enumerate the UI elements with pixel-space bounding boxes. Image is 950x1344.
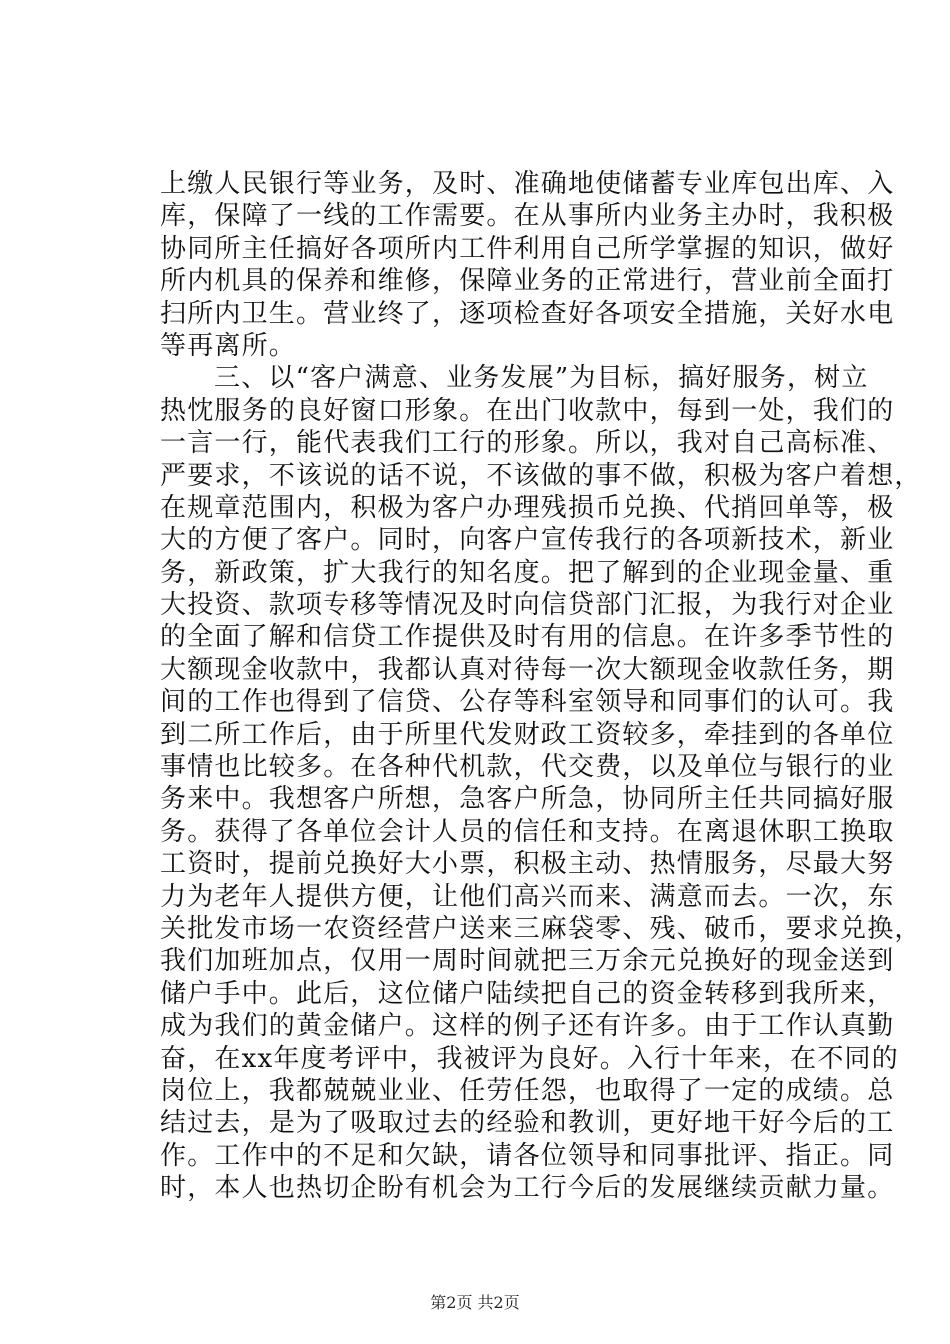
text-line: 的全面了解和信贷工作提供及时有用的信息。在许多季节性的 <box>160 622 895 653</box>
page-footer <box>0 1290 950 1313</box>
text-line: 务，新政策，扩大我行的知名度。把了解到的企业现金量、重 <box>160 557 895 588</box>
document-body <box>160 168 922 1205</box>
paragraph-start-line: 三、以“客户满意、业务发展”为目标，搞好服务，树立 <box>214 363 869 394</box>
text-line: 力为老年人提供方便，让他们高兴而来、满意而去。一次，东 <box>160 881 895 912</box>
text-line: 热忱服务的良好窗口形象。在出门收款中，每到一处，我们的 <box>160 395 895 426</box>
text-line: 一言一行，能代表我们工行的形象。所以，我对自己高标准、 <box>160 428 895 459</box>
text-line: 大额现金收款中，我都认真对待每一次大额现金收款任务，期 <box>160 654 895 685</box>
text-line: 扫所内卫生。营业终了，逐项检查好各项安全措施，关好水电 <box>160 298 895 329</box>
text-line: 奋，在xx年度考评中，我被评为良好。入行十年来，在不同的 <box>160 1043 899 1074</box>
text-line: 储户手中。此后，这位储户陆续把自己的资金转移到我所来， <box>160 978 895 1009</box>
text-line: 务。获得了各单位会计人员的信任和支持。在离退休职工换取 <box>160 816 895 847</box>
text-line: 上缴人民银行等业务，及时、准确地使储蓄专业库包出库、入 <box>160 169 895 199</box>
text-line: 工资时，提前兑换好大小票，积极主动、热情服务，尽最大努 <box>160 849 895 880</box>
text-line: 大的方便了客户。同时，向客户宣传我行的各项新技术，新业 <box>160 525 895 556</box>
text-line: 协同所主任搞好各项所内工件利用自己所学掌握的知识，做好 <box>160 233 895 264</box>
text-line: 严要求，不该说的话不说，不该做的事不做，积极为客户着想， <box>160 460 922 491</box>
text-line: 库，保障了一线的工作需要。在从事所内业务主办时，我积极 <box>160 201 895 232</box>
text-line: 事情也比较多。在各种代机款，代交费，以及单位与银行的业 <box>160 752 895 783</box>
text-line: 结过去，是为了吸取过去的经验和教训，更好地干好今后的工 <box>160 1108 895 1139</box>
text-line: 岗位上，我都兢兢业业、任劳任怨，也取得了一定的成绩。总 <box>160 1075 895 1106</box>
text-line: 大投资、款项专移等情况及时向信贷部门汇报，为我行对企业 <box>160 590 895 621</box>
text-line: 成为我们的黄金储户。这样的例子还有许多。由于工作认真勤 <box>160 1011 895 1042</box>
text-line: 我们加班加点，仅用一周时间就把三万余元兑换好的现金送到 <box>160 946 895 977</box>
text-line: 在规章范围内，积极为客户办理残损币兑换、代捎回单等，极 <box>160 492 895 523</box>
text-line: 作。工作中的不足和欠缺，请各位领导和同事批评、指正。同 <box>160 1140 895 1171</box>
text-line: 务来中。我想客户所想，急客户所急，协同所主任共同搞好服 <box>160 784 895 815</box>
text-line: 间的工作也得到了信贷、公存等科室领导和同事们的认可。我 <box>160 687 895 718</box>
page-number-label: 第2页 共2页 <box>430 1293 520 1312</box>
text-line: 关批发市场一农资经营户送来三麻袋零、残、破币，要求兑换， <box>160 913 922 944</box>
text-line: 时，本人也热切企盼有机会为工行今后的发展继续贡献力量。 <box>160 1173 895 1204</box>
text-line: 所内机具的保养和维修，保障业务的正常进行，营业前全面打 <box>160 266 895 297</box>
text-line: 到二所工作后，由于所里代发财政工资较多，牵挂到的各单位 <box>160 719 895 750</box>
text-line: 等再离所。 <box>160 330 297 361</box>
